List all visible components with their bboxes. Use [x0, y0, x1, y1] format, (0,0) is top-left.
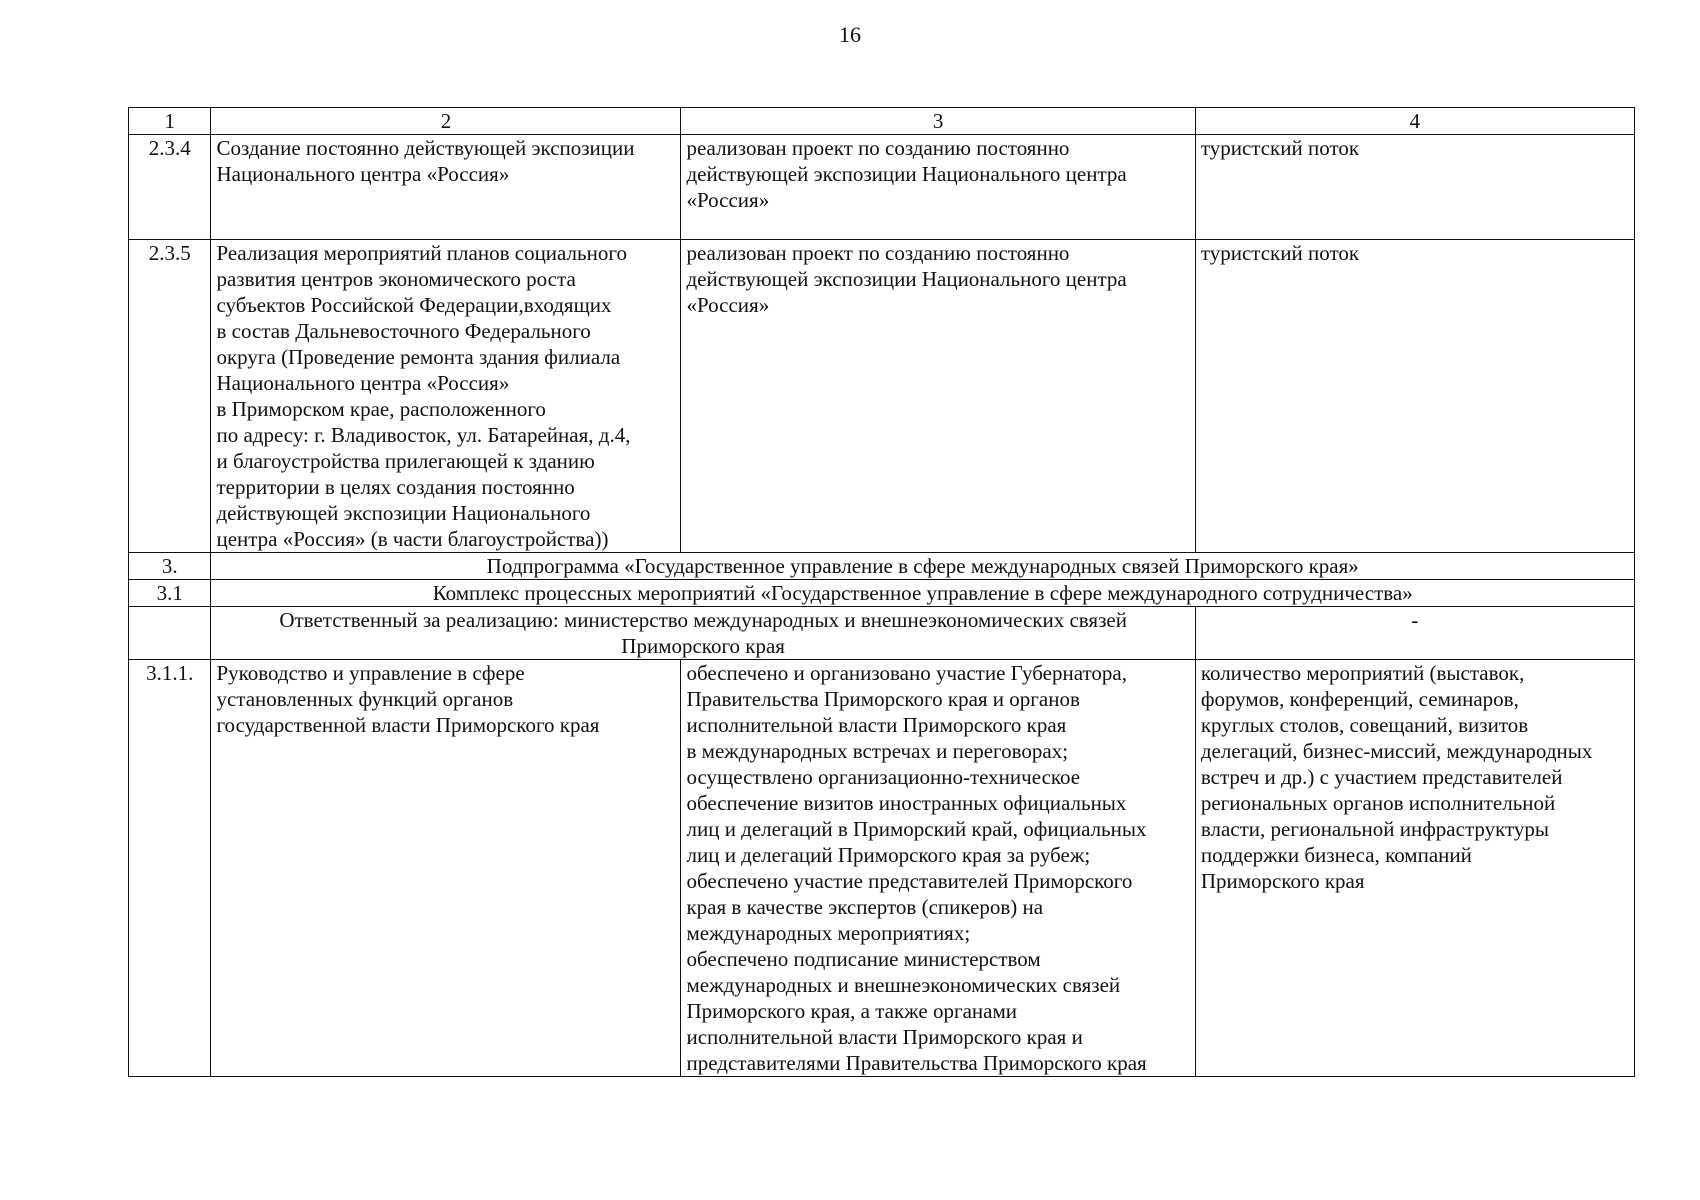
result-cell: реализован проект по созданию постоянно действующей экспозиции Национального центра «Россия»: [681, 135, 1195, 240]
row-number: 2.3.5: [129, 240, 211, 553]
indicator-cell: туристский поток: [1195, 135, 1634, 240]
column-header-4: 4: [1195, 108, 1634, 135]
complex-row: [129, 580, 1635, 607]
row-number: 3.1.1.: [129, 660, 211, 1077]
table-row: [129, 240, 1635, 553]
table-row: [129, 135, 1635, 240]
table-row: [129, 660, 1635, 1077]
subprogram-row: [129, 553, 1635, 580]
task-cell: Создание постоянно действующей экспозиции Национального центра «Россия»: [211, 135, 681, 240]
result-cell: реализован проект по созданию постоянно действующей экспозиции Национального центра «Россия»: [681, 240, 1195, 553]
row-number: 2.3.4: [129, 135, 211, 240]
task-cell: Руководство и управление в сфере установленных функций органов государственной власти Приморского края: [211, 660, 681, 1077]
responsible-row: [129, 607, 1635, 660]
row-number: 3.1: [129, 580, 211, 607]
measures-table: [128, 107, 1635, 1077]
responsible-indicator: -: [1195, 607, 1634, 660]
complex-title: Комплекс процессных мероприятий «Государственное управление в сфере международного сотрудничества»: [211, 580, 1635, 607]
table-header-row: [129, 108, 1635, 135]
indicator-cell: количество мероприятий (выставок, форумов, конференций, семинаров, круглых столов, совещаний, визитов делегаций, бизнес-миссий, международных встреч и др.) с участием представителей региональных органов исполнительной власти, региональной инфраструктуры поддержки бизнеса, компаний Приморского края: [1195, 660, 1634, 1077]
subprogram-title: Подпрограмма «Государственное управление в сфере международных связей Приморского края»: [211, 553, 1635, 580]
indicator-cell: туристский поток: [1195, 240, 1634, 553]
row-number: 3.: [129, 553, 211, 580]
page-number: 16: [839, 22, 861, 47]
task-cell: Реализация мероприятий планов социального развития центров экономического роста субъектов Российской Федерации,входящих в состав Дальневосточного Федерального округа (Проведение ремонта здания филиала Национального центра «Россия» в Приморском крае, расположенного по адресу: г. Владивосток, ул. Батарейная, д.4, и благоустройства прилегающей к зданию территории в целях создания постоянно действующей экспозиции Национального центра «Россия» (в части благоустройства)): [211, 240, 681, 553]
responsible-text: Ответственный за реализацию: министерство международных и внешнеэкономических связей Приморского края: [211, 607, 1195, 660]
column-header-2: 2: [211, 108, 681, 135]
column-header-3: 3: [681, 108, 1195, 135]
empty-number-cell: [129, 607, 211, 660]
result-cell: обеспечено и организовано участие Губернатора, Правительства Приморского края и органов исполнительной власти Приморского края в международных встречах и переговорах; осуществлено организационно-техническое обеспечение визитов иностранных официальных лиц и делегаций в Приморский край, официальных лиц и делегаций Приморского края за рубеж; обеспечено участие представителей Приморского края в качестве экспертов (спикеров) на международных мероприятиях; обеспечено подписание министерством международных и внешнеэкономических связей Приморского края, а также органами исполнительной власти Приморского края и представителями Правительства Приморского края: [681, 660, 1195, 1077]
column-header-1: 1: [129, 108, 211, 135]
